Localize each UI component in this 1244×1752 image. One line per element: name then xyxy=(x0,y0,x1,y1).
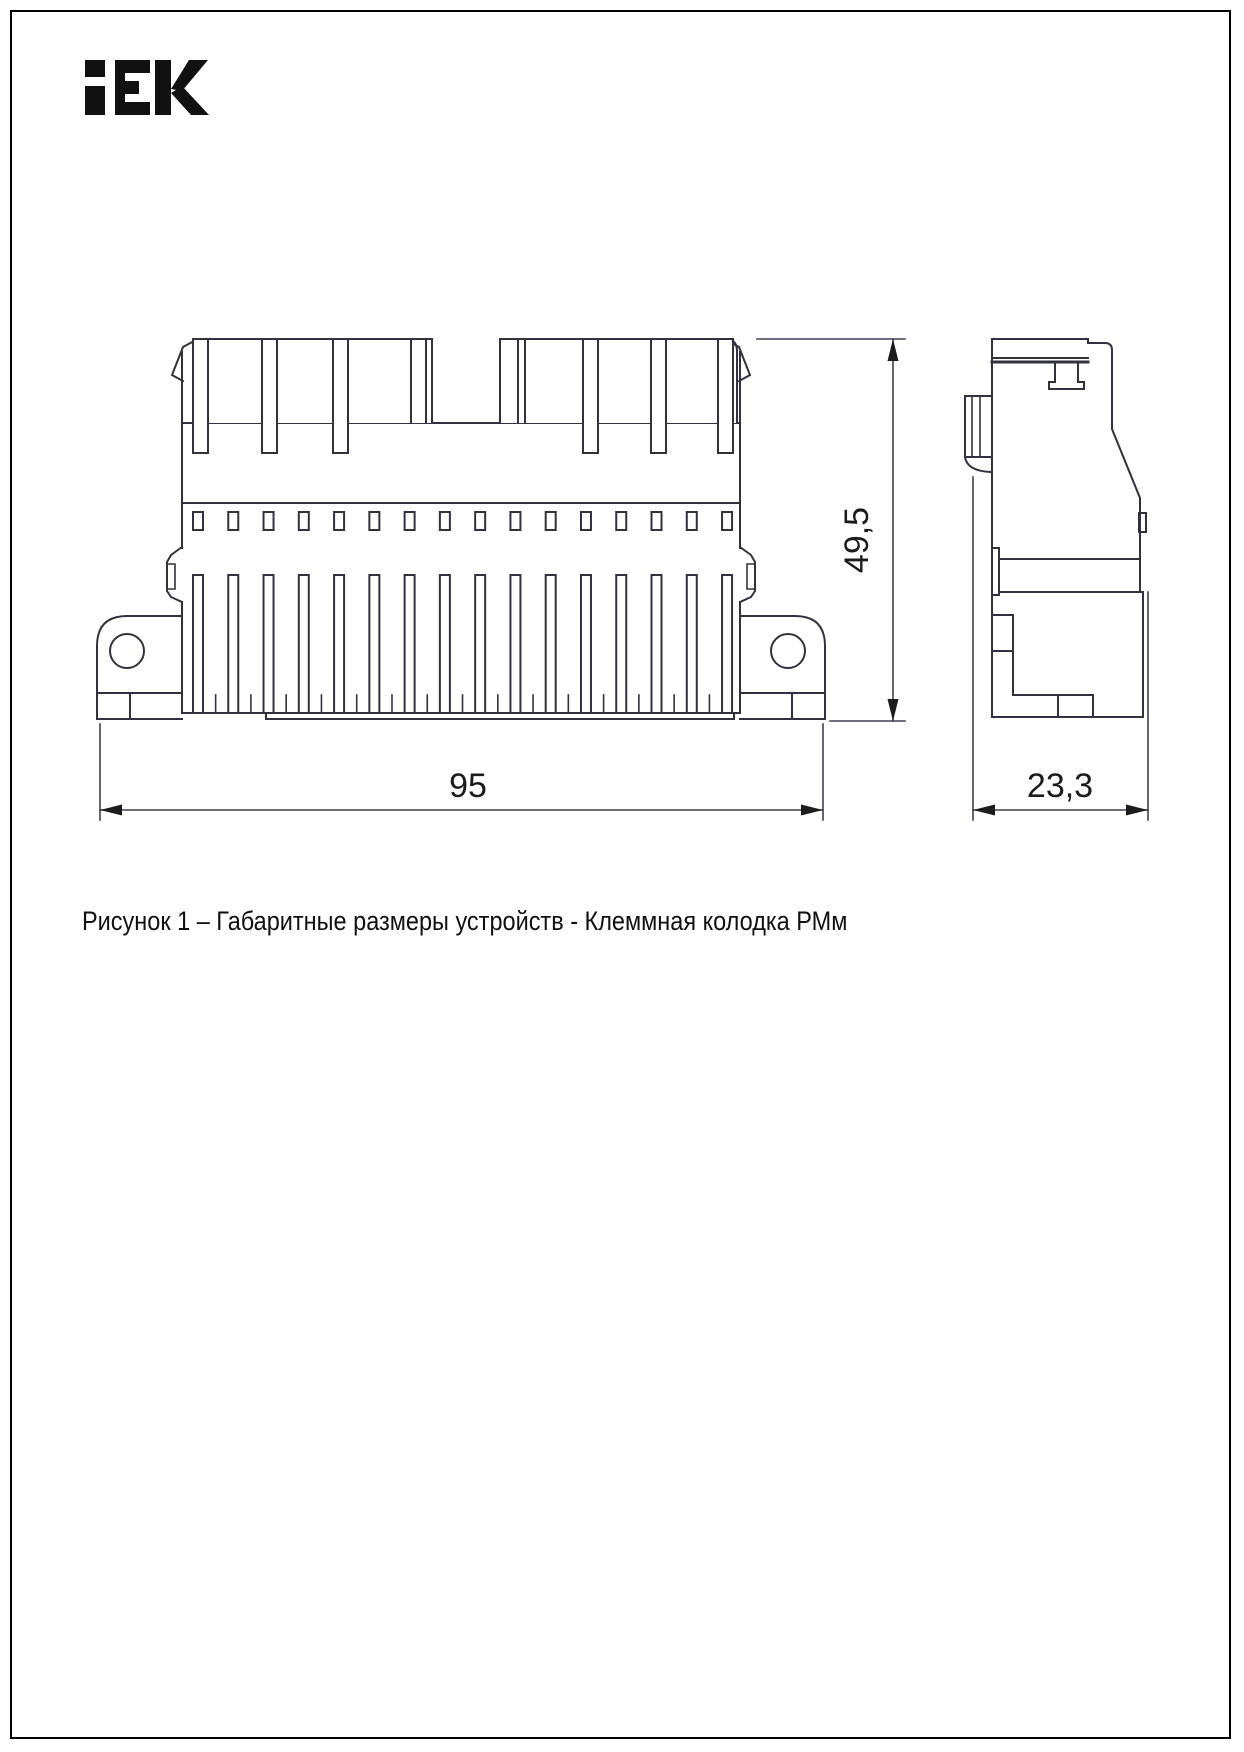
arrow-up xyxy=(888,339,899,361)
fin xyxy=(687,575,697,713)
right-mounting-ear xyxy=(740,616,825,719)
side-lower-details xyxy=(992,615,1093,717)
terminal-tab xyxy=(718,339,733,453)
fin xyxy=(334,575,344,713)
terminal-tab xyxy=(651,339,666,453)
dimension-side-depth xyxy=(973,477,1148,820)
fin xyxy=(616,575,626,713)
fin xyxy=(510,575,520,713)
arrow-left xyxy=(973,805,995,816)
terminal-slots xyxy=(193,512,732,530)
fin xyxy=(546,575,556,713)
dim-23-3-label: 23,3 xyxy=(1026,767,1094,805)
slot xyxy=(440,512,450,530)
left-mounting-ear xyxy=(97,616,182,719)
terminal-tabs xyxy=(193,339,733,453)
slot xyxy=(369,512,379,530)
middle-band xyxy=(992,513,1146,595)
fin xyxy=(652,575,662,713)
fin xyxy=(228,575,238,713)
slot xyxy=(475,512,485,530)
right-side-bump xyxy=(740,547,755,602)
fin xyxy=(264,575,274,713)
fin xyxy=(369,575,379,713)
dim-95-label: 95 xyxy=(449,767,487,805)
arrow-down xyxy=(888,699,899,721)
slot xyxy=(228,512,238,530)
din-clip xyxy=(965,396,992,472)
arrow-right xyxy=(1126,805,1148,816)
arrow-right xyxy=(801,805,823,816)
fin-feet-lines xyxy=(216,695,710,713)
fin xyxy=(440,575,450,713)
separator-fins xyxy=(193,575,732,713)
terminal-tab xyxy=(583,339,598,453)
fin xyxy=(193,575,203,713)
slot xyxy=(510,512,520,530)
figure-caption: Рисунок 1 – Габаритные размеры устройств - Клеммная колодка РМм xyxy=(82,906,848,936)
fin xyxy=(722,575,732,713)
fin xyxy=(581,575,591,713)
terminal-tab xyxy=(333,339,348,453)
left-side-bump xyxy=(167,547,182,602)
dim-49-5-label: 49,5 xyxy=(838,506,876,574)
slot xyxy=(616,512,626,530)
terminal-tab xyxy=(262,339,277,453)
slot xyxy=(687,512,697,530)
terminal-tab xyxy=(193,339,208,453)
left-mounting-hole xyxy=(110,634,144,668)
arrow-left xyxy=(100,805,122,816)
top-notch xyxy=(1049,362,1084,389)
dimension-front-width xyxy=(100,724,823,820)
slot xyxy=(581,512,591,530)
dimension-front-height xyxy=(757,339,905,721)
side-outline xyxy=(992,339,1143,717)
slot xyxy=(264,512,274,530)
slot xyxy=(546,512,556,530)
front-view xyxy=(97,339,825,719)
slot xyxy=(405,512,415,530)
slot xyxy=(722,512,732,530)
fin xyxy=(405,575,415,713)
slot xyxy=(299,512,309,530)
fin xyxy=(475,575,485,713)
right-mounting-hole xyxy=(771,634,805,668)
slot xyxy=(193,512,203,530)
slot xyxy=(334,512,344,530)
slot xyxy=(652,512,662,530)
side-view xyxy=(965,339,1146,717)
fin xyxy=(299,575,309,713)
